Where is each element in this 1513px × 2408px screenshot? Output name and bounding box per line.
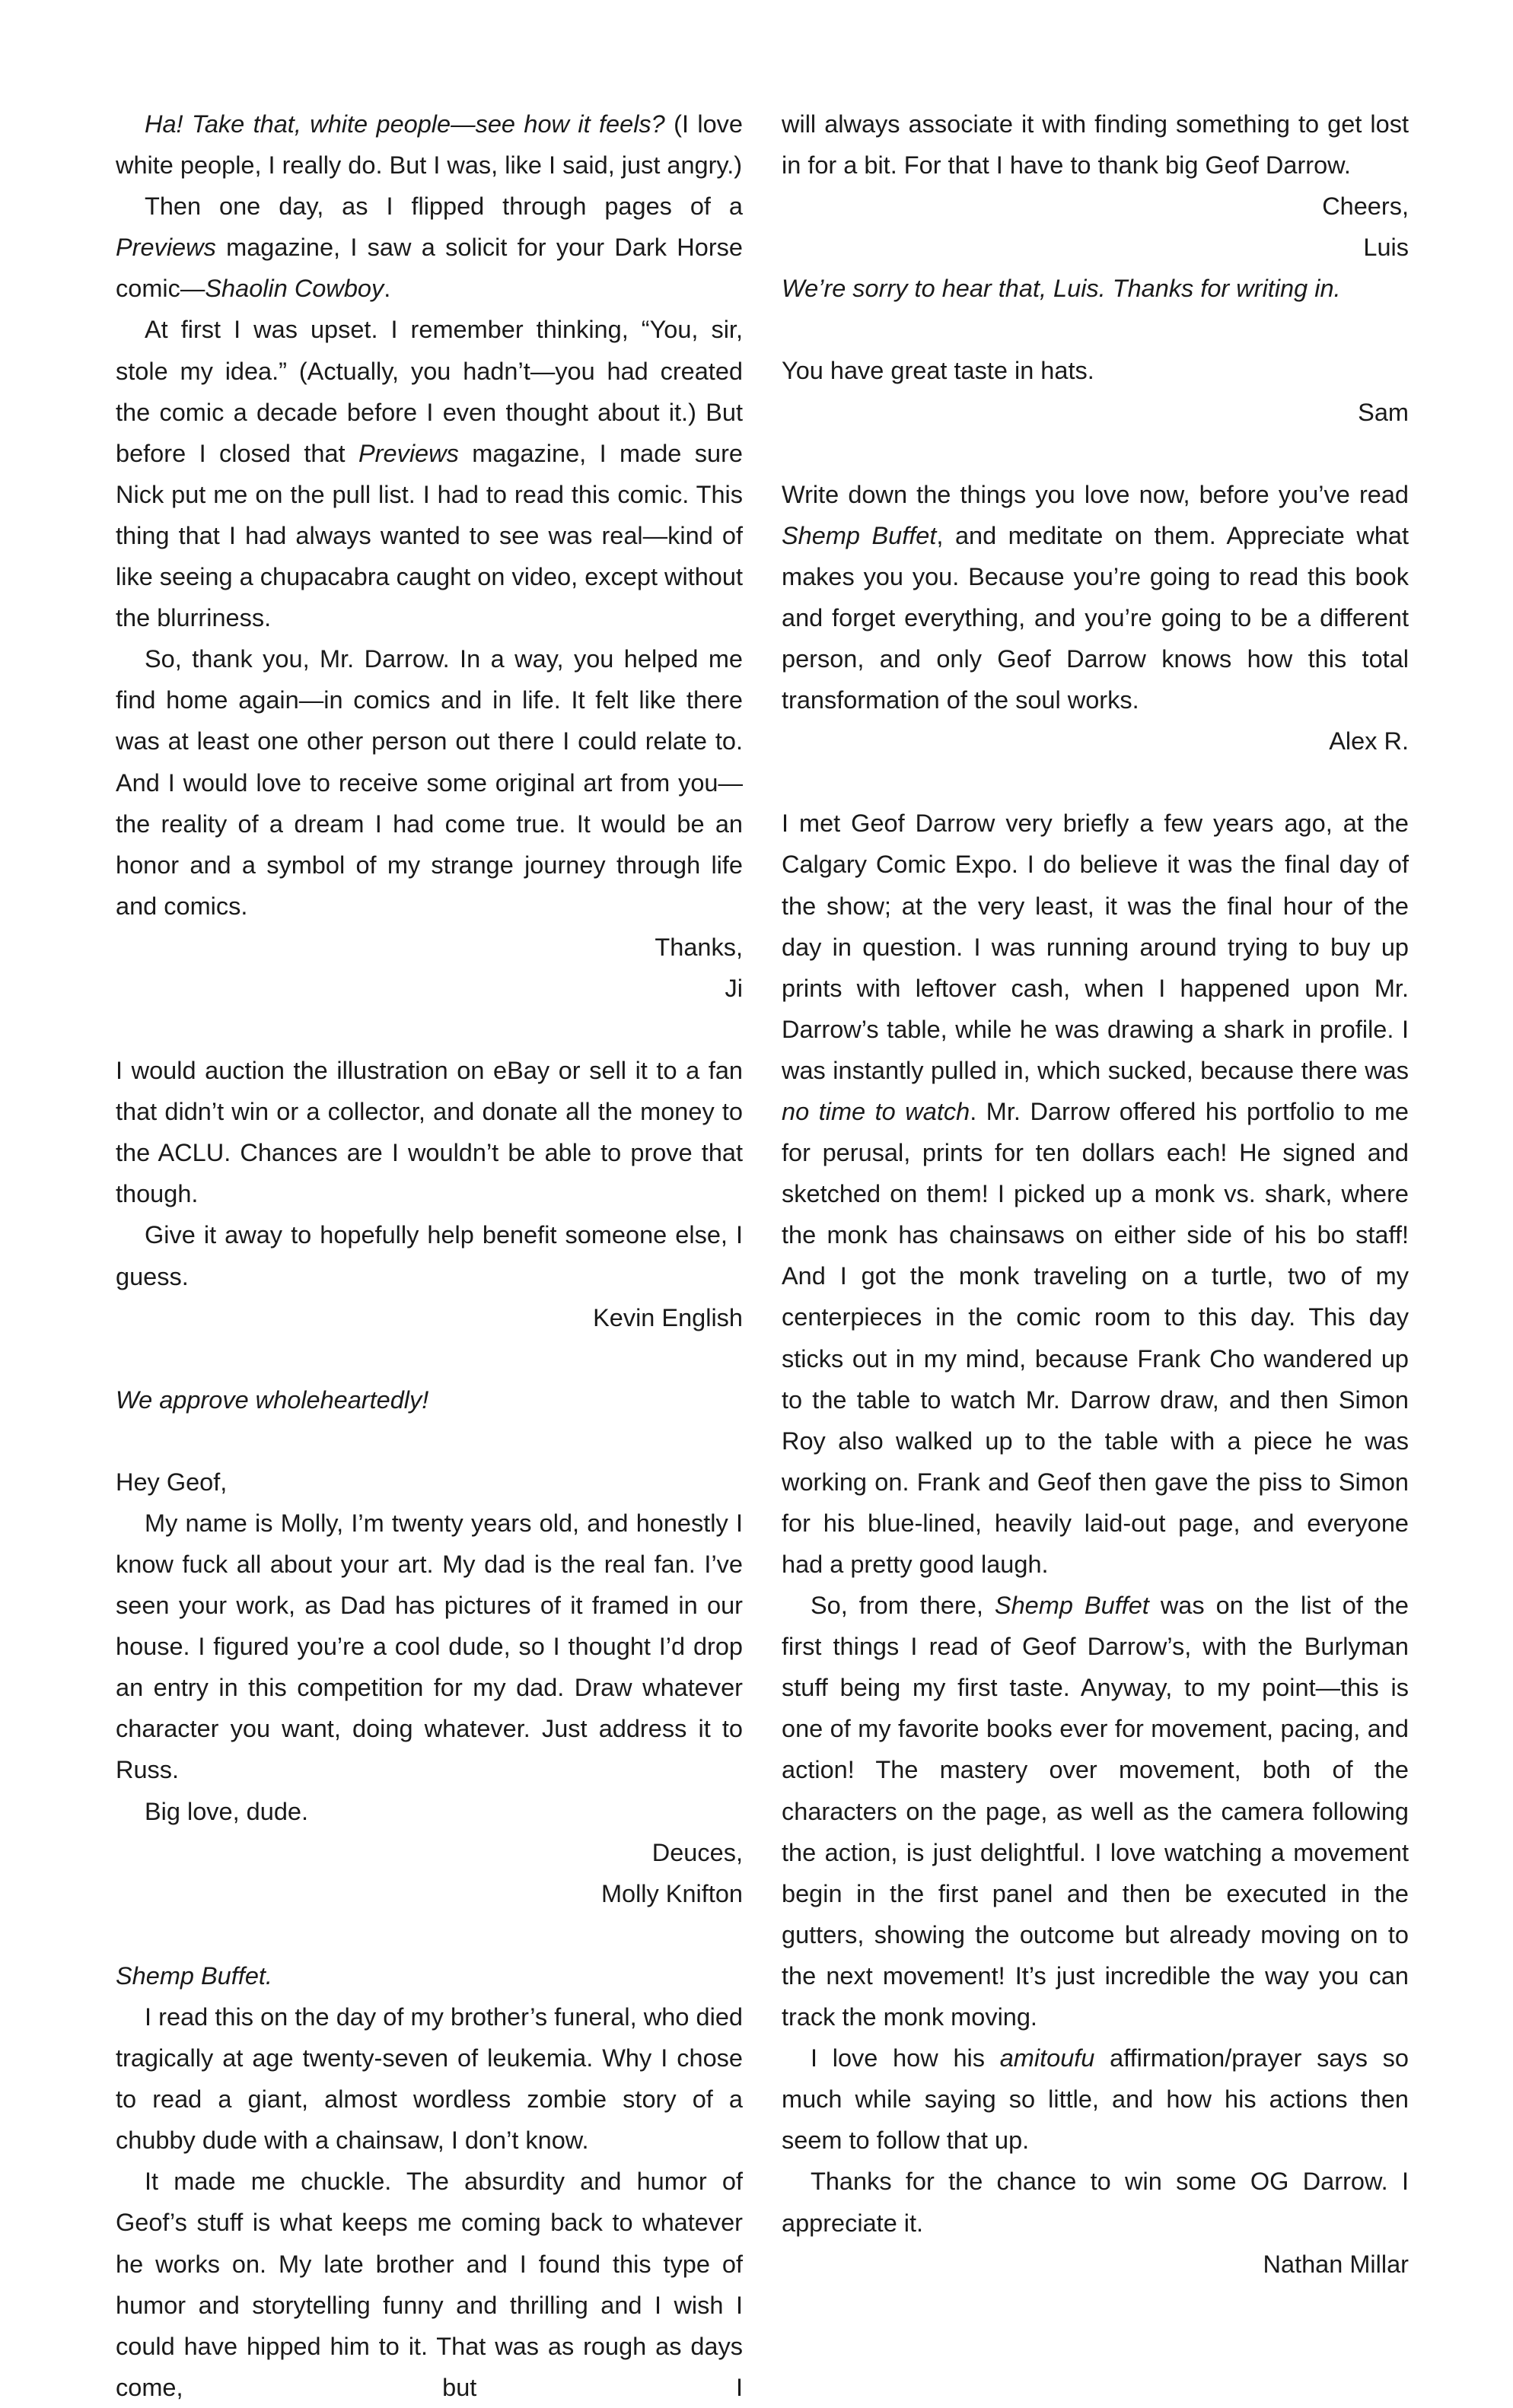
molly-paragraph-1: My name is Molly, I’m twenty years old, and honestly I know fuck all about your art. My dad is the real fan. I’ve seen your work, as Dad has pictures of it framed in our house. I figured you’re a cool dude, so I thought I’d drop an entry in this competition for my dad. Draw whatever character you want, doing whatever. Just address it to Russ.: [116, 1509, 743, 1784]
ji-italic-intro: Ha! Take that, white people—see how it feels?: [145, 110, 665, 138]
kevin-paragraph-2: Give it away to hopefully help benefit someone else, I guess.: [116, 1221, 743, 1290]
luis-title: Shemp Buffet.: [116, 1961, 272, 1990]
left-column: [116, 103, 743, 2408]
ji-closing: Thanks,: [655, 933, 743, 961]
sam-paragraph-1: You have great taste in hats.: [782, 357, 1094, 385]
alex-signature: Alex R.: [1329, 727, 1409, 755]
ji-paragraph-3: At first I was upset. I remember thinking, “You, sir, stole my idea.” (Actually, you hadn’t—you had created the comic a decade before I even thought about it.) But before I closed that Previews magazine, I made sure Nick put me on the pull list. I had to read this comic. This thing that I had always wanted to see was real—kind of like seeing a chupacabra caught on video, except without the blurriness.: [116, 316, 743, 632]
molly-paragraph-2: Big love, dude.: [145, 1797, 309, 1825]
luis-paragraph-1: I read this on the day of my brother’s funeral, who died tragically at age twenty-seven of leukemia. Why I chose to read a giant, almost wordless zombie story of a chubby dude with a chainsaw, I don’t know.: [116, 2002, 743, 2155]
nathan-paragraph-2: So, from there, Shemp Buffet was on the list of the first things I read of Geof Darrow’s, with the Burlyman stuff being my first taste. Anyway, to my point—this is one of my favorite books ever for movement, pacing, and action! The mastery over movement, both of the characters on the page, as well as the camera following the action, is just delightful. I love watching a movement begin in the first panel and then be executed in the gutters, showing the outcome but already moving on to the next movement! It’s just incredible the way you can track the monk moving.: [782, 1592, 1409, 2031]
nathan-paragraph-1: I met Geof Darrow very briefly a few years ago, at the Calgary Comic Expo. I do believe it was the final day of the show; at the very least, it was the final hour of the day in question. I was running around trying to buy up prints with leftover cash, when I happened upon Mr. Darrow’s table, while he was drawing a shark in profile. I was instantly pulled in, which sucked, because there was no time to watch. Mr. Darrow offered his portfolio to me for perusal, prints for ten dollars each! He signed and sketched on them! I picked up a monk vs. shark, where the monk has chainsaws on either side of his bo staff! And I got the monk traveling on a turtle, two of my centerpieces in the comic room to this day. This day sticks out in my mind, because Frank Cho wandered up to the table to watch Mr. Darrow draw, and then Simon Roy also walked up to the table with a piece he was working on. Frank and Geof then gave the piss to Simon for his blue-lined, heavily laid-out page, and everyone had a pretty good laugh.: [782, 810, 1409, 1578]
ji-paragraph-1: Ha! Take that, white people—see how it feels? (I love white people, I really do. But I was, like I said, just angry.): [116, 110, 743, 180]
luis-signature: Luis: [1363, 234, 1409, 262]
nathan-signature: Nathan Millar: [1263, 2250, 1409, 2278]
molly-closing: Deuces,: [651, 1838, 743, 1866]
ji-paragraph-4: So, thank you, Mr. Darrow. In a way, you helped me find home again—in comics and in life. It felt like there was at least one other person out there I could relate to. And I would love to receive some original art from you—the reality of a dream I had come true. It would be an honor and a symbol of my strange journey through life and comics.: [116, 645, 743, 920]
molly-greeting: Hey Geof,: [116, 1468, 228, 1496]
sam-signature: Sam: [1358, 398, 1409, 426]
molly-signature: Molly Knifton: [600, 1879, 743, 1907]
luis-paragraph-2-continued: will always associate it with finding something to get lost in for a bit. For that I have to thank big Geof Darrow.: [782, 110, 1409, 180]
ji-signature: Ji: [725, 974, 743, 1002]
kevin-paragraph-1: I would auction the illustration on eBay or sell it to a fan that didn’t win or a collector, and donate all the money to the ACLU. Chances are I wouldn’t be able to prove that though.: [116, 1057, 743, 1208]
kevin-signature: Kevin English: [593, 1303, 743, 1331]
right-column: [782, 103, 1409, 2285]
alex-paragraph-1: Write down the things you love now, before you’ve read Shemp Buffet, and meditate on them. Appreciate what makes you you. Because you’re going to read this book and forget everything, and you’re going to be a different person, and only Geof Darrow knows how this total transformation of the soul works.: [782, 480, 1409, 714]
nathan-paragraph-3: I love how his amitoufu affirmation/prayer says so much while saying so little, and how his actions then seem to follow that up.: [782, 2044, 1409, 2155]
editor-reply-kevin: We approve wholeheartedly!: [116, 1385, 429, 1414]
luis-paragraph-2: It made me chuckle. The absurdity and humor of Geof’s stuff is what keeps me coming back to whatever he works on. My late brother and I found this type of humor and storytelling funny and thrilling and I wish I could have hipped him to it. That was as rough as days come, but I: [116, 2168, 743, 2401]
ji-paragraph-2: Then one day, as I flipped through pages of a Previews magazine, I saw a solicit for your Dark Horse comic—Shaolin Cowboy.: [116, 192, 743, 303]
luis-closing: Cheers,: [1322, 192, 1409, 221]
editor-reply-luis: We’re sorry to hear that, Luis. Thanks for writing in.: [782, 275, 1341, 303]
nathan-paragraph-4: Thanks for the chance to win some OG Darrow. I appreciate it.: [782, 2168, 1409, 2237]
